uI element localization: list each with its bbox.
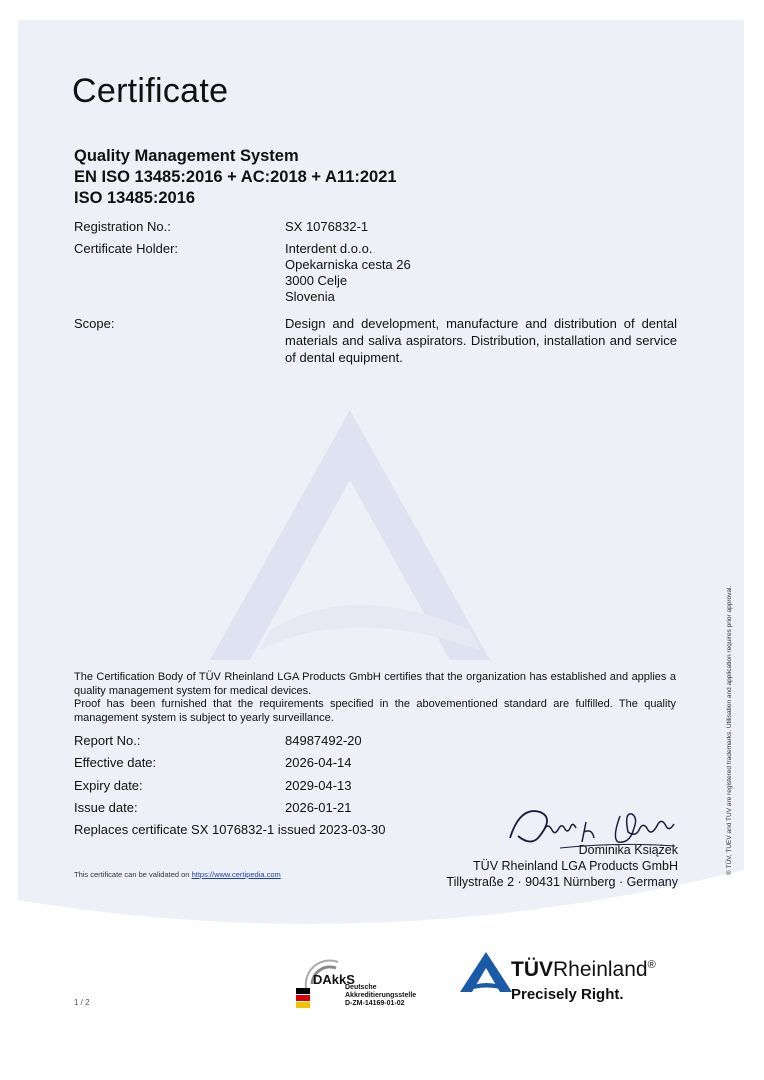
page-number: 1 / 2 xyxy=(74,998,90,1007)
dakks-line-2: Akkreditierungsstelle xyxy=(345,992,417,999)
scope-value: Design and development, manufacture and distribution of dental materials and saliva aspirators. Distribution, installation and service of dental equipment. xyxy=(285,316,677,365)
tuv-watermark-icon xyxy=(150,380,550,690)
validation-link[interactable]: https://www.certipedia.com xyxy=(191,870,281,879)
issue-date-value: 2026-01-21 xyxy=(285,800,352,815)
holder-line-2: Opekarniska cesta 26 xyxy=(285,257,411,272)
validation-note xyxy=(74,870,281,879)
issue-date-label: Issue date: xyxy=(74,800,138,815)
tuv-triangle-logo-icon xyxy=(456,950,516,996)
certificate-title: Certificate xyxy=(72,72,229,110)
registration-label: Registration No.: xyxy=(74,219,171,234)
signatory-company: TÜV Rheinland LGA Products GmbH xyxy=(473,859,678,873)
statement-paragraph-1: The Certification Body of TÜV Rheinland LGA Products GmbH certifies that the organization has established and applies a quality management system for medical devices. xyxy=(74,671,676,697)
signatory-name: Dominika Książek xyxy=(578,843,678,857)
effective-date-value: 2026-04-14 xyxy=(285,755,352,770)
dakks-name: DAkkS xyxy=(313,972,355,987)
certification-statement xyxy=(74,671,676,725)
expiry-date-label: Expiry date: xyxy=(74,778,143,793)
standard-line-1: Quality Management System xyxy=(74,147,299,165)
scope-label: Scope: xyxy=(74,316,115,331)
holder-label: Certificate Holder: xyxy=(74,241,179,256)
standard-line-2: EN ISO 13485:2016 + AC:2018 + A11:2021 xyxy=(74,168,397,186)
tuv-brand-bold: TÜV xyxy=(511,958,553,981)
tuv-brand-name xyxy=(511,958,656,982)
dakks-line-3: D-ZM-14169-01-02 xyxy=(345,1000,405,1007)
report-value: 84987492-20 xyxy=(285,733,362,748)
effective-date-label: Effective date: xyxy=(74,755,157,770)
dakks-line-1: Deutsche xyxy=(345,984,377,991)
replaces-certificate: Replaces certificate SX 1076832-1 issued 2023-03-30 xyxy=(74,822,386,837)
standard-line-3: ISO 13485:2016 xyxy=(74,189,196,207)
trademark-note: ® TÜV, TUEV and TUV are registered trademarks. Utilisation and application requires prior approval. xyxy=(726,585,733,875)
signatory-block xyxy=(446,842,678,890)
tuv-slogan: Precisely Right. xyxy=(511,986,624,1003)
registration-value: SX 1076832-1 xyxy=(285,219,369,234)
signatory-address: Tillystraße 2 · 90431 Nürnberg · Germany xyxy=(446,875,678,889)
tuv-brand-rest: Rheinland xyxy=(553,958,648,981)
expiry-date-value: 2029-04-13 xyxy=(285,778,352,793)
holder-line-3: 3000 Celje xyxy=(285,273,348,288)
dakks-details xyxy=(345,984,416,1008)
holder-line-4: Slovenia xyxy=(285,289,335,304)
statement-paragraph-2: Proof has been furnished that the requirements specified in the abovementioned standard are fulfilled. The quality management system is subject to yearly surveillance. xyxy=(74,698,676,724)
report-label: Report No.: xyxy=(74,733,141,748)
tuv-registered-mark: ® xyxy=(647,959,656,971)
holder-line-1: Interdent d.o.o. xyxy=(285,241,373,256)
validation-text: This certificate can be validated on xyxy=(74,870,192,879)
